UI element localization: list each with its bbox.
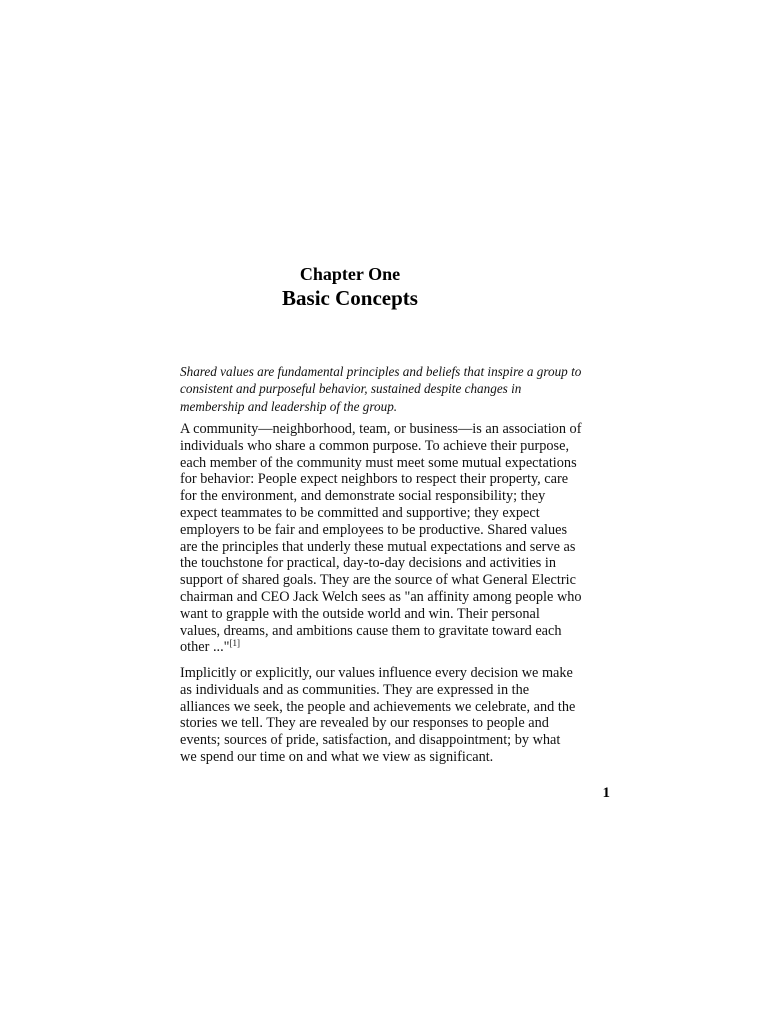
paragraph-line: alliances we seek, the people and achievements we celebrate, and the [180,698,576,715]
paragraph-line: employers to be fair and employees to be productive. Shared values [180,521,568,538]
intro-line: Shared values are fundamental principles and beliefs that inspire a group to [180,364,582,379]
paragraph-line: each member of the community must meet some mutual expectations [180,454,577,471]
paragraph-line: Implicitly or explicitly, our values influence every decision we make [180,665,573,681]
paragraph-line-text: other ..." [180,639,230,656]
chapter-title: Basic Concepts [282,286,418,310]
intro-line: membership and leadership of the group. [180,398,398,414]
paragraph-line: for behavior: People expect neighbors to respect their property, care [180,471,569,488]
intro-definition [180,363,620,415]
paragraph-line: want to grapple with the outside world and win. Their personal [180,605,540,622]
paragraph-line: for the environment, and demonstrate social responsibility; they [180,488,546,505]
paragraph-line: are the principles that underly these mutual expectations and serve as [180,538,576,555]
paragraph-last-line [180,639,620,656]
paragraph-line: stories we tell. They are revealed by our responses to people and [180,715,549,732]
intro-line: consistent and purposeful behavior, sustained despite changes in [180,381,522,397]
chapter-label: Chapter One [299,264,401,284]
paragraph-line: expect teammates to be committed and supportive; they expect [180,504,540,521]
paragraph-line: support of shared goals. They are the source of what General Electric [180,572,576,589]
page-number: 1 [602,785,610,801]
paragraph-line: the touchstone for practical, day-to-day decisions and activities in [180,555,556,572]
paragraph-line: values, dreams, and ambitions cause them to gravitate toward each [180,622,562,639]
paragraph-line: as individuals and as communities. They are expressed in the [180,681,530,698]
paragraph-line: we spend our time on and what we view as significant. [180,748,494,765]
paragraph-line: A community—neighborhood, team, or business—is an association of [180,421,582,437]
body-paragraph-2 [180,665,620,766]
paragraph-line: chairman and CEO Jack Welch sees as "an affinity among people who [180,588,582,605]
paragraph-line: events; sources of pride, satisfaction, and disappointment; by what [180,732,561,749]
paragraph-line: individuals who share a common purpose. To achieve their purpose, [180,437,570,454]
footnote-reference: [1] [229,638,241,649]
body-paragraph-1 [180,421,620,656]
